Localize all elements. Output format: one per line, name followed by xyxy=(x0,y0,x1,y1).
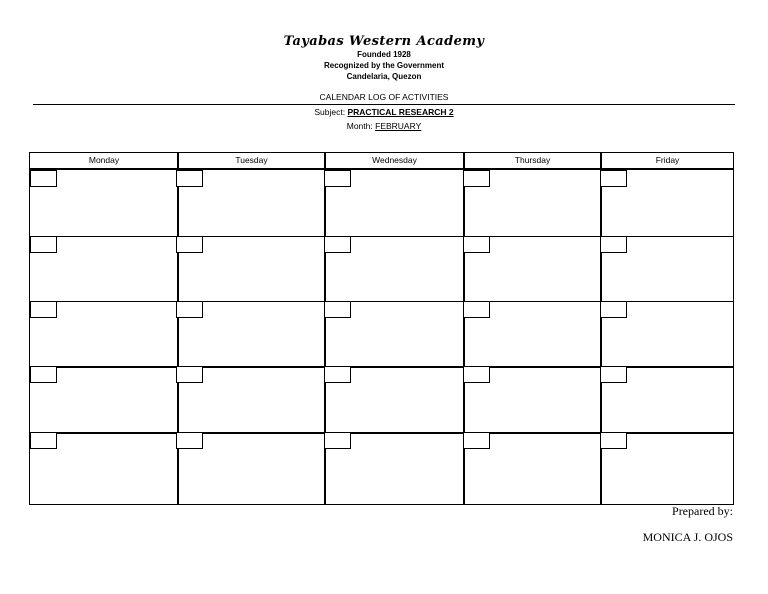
document-title: CALENDAR LOG OF ACTIVITIES xyxy=(319,92,449,102)
date-box xyxy=(176,301,203,318)
date-box xyxy=(30,170,57,187)
prepared-by-label: Prepared by: xyxy=(672,504,733,518)
date-box xyxy=(463,301,490,318)
header-divider xyxy=(33,104,735,105)
date-box xyxy=(324,301,351,318)
date-box xyxy=(324,366,351,383)
date-box xyxy=(176,366,203,383)
day-friday: Friday xyxy=(655,155,680,165)
date-box xyxy=(463,432,490,449)
date-box xyxy=(600,301,627,318)
subject-line xyxy=(0,107,768,118)
weekday-header-row xyxy=(30,153,733,170)
date-box xyxy=(324,236,351,253)
date-box xyxy=(600,236,627,253)
column-divider xyxy=(600,153,602,504)
date-box xyxy=(600,432,627,449)
date-box xyxy=(30,432,57,449)
date-box xyxy=(176,170,203,187)
date-box xyxy=(30,236,57,253)
column-divider xyxy=(463,153,465,504)
location-text: Candelaria, Quezon xyxy=(346,72,422,81)
week-divider xyxy=(30,366,733,368)
month-label: Month: xyxy=(346,121,373,131)
date-box xyxy=(600,366,627,383)
date-box xyxy=(463,366,490,383)
week-divider xyxy=(30,236,733,237)
day-wednesday: Wednesday xyxy=(372,155,417,165)
month-line xyxy=(0,121,768,132)
date-box xyxy=(176,236,203,253)
week-divider xyxy=(30,432,733,434)
month-value: FEBRUARY xyxy=(375,121,422,131)
founded-text: Founded 1928 xyxy=(357,50,411,59)
date-box xyxy=(176,432,203,449)
subject-label: Subject: xyxy=(314,107,346,117)
document-header xyxy=(0,34,768,82)
date-box xyxy=(324,432,351,449)
calendar-grid xyxy=(29,152,734,505)
subject-value: PRACTICAL RESEARCH 2 xyxy=(347,107,454,117)
date-box xyxy=(463,236,490,253)
school-name: Tayabas Western Academy xyxy=(283,34,485,49)
week-divider xyxy=(30,301,733,302)
date-box xyxy=(463,170,490,187)
column-divider xyxy=(177,153,179,504)
column-divider xyxy=(324,153,326,504)
day-monday: Monday xyxy=(88,155,120,165)
day-tuesday: Tuesday xyxy=(235,155,268,165)
date-box xyxy=(30,366,57,383)
day-thursday: Thursday xyxy=(514,155,551,165)
date-box xyxy=(600,170,627,187)
date-box xyxy=(324,170,351,187)
recognition-text: Recognized by the Government xyxy=(323,61,445,70)
preparer-name: MONICA J. OJOS xyxy=(642,530,733,544)
date-box xyxy=(30,301,57,318)
